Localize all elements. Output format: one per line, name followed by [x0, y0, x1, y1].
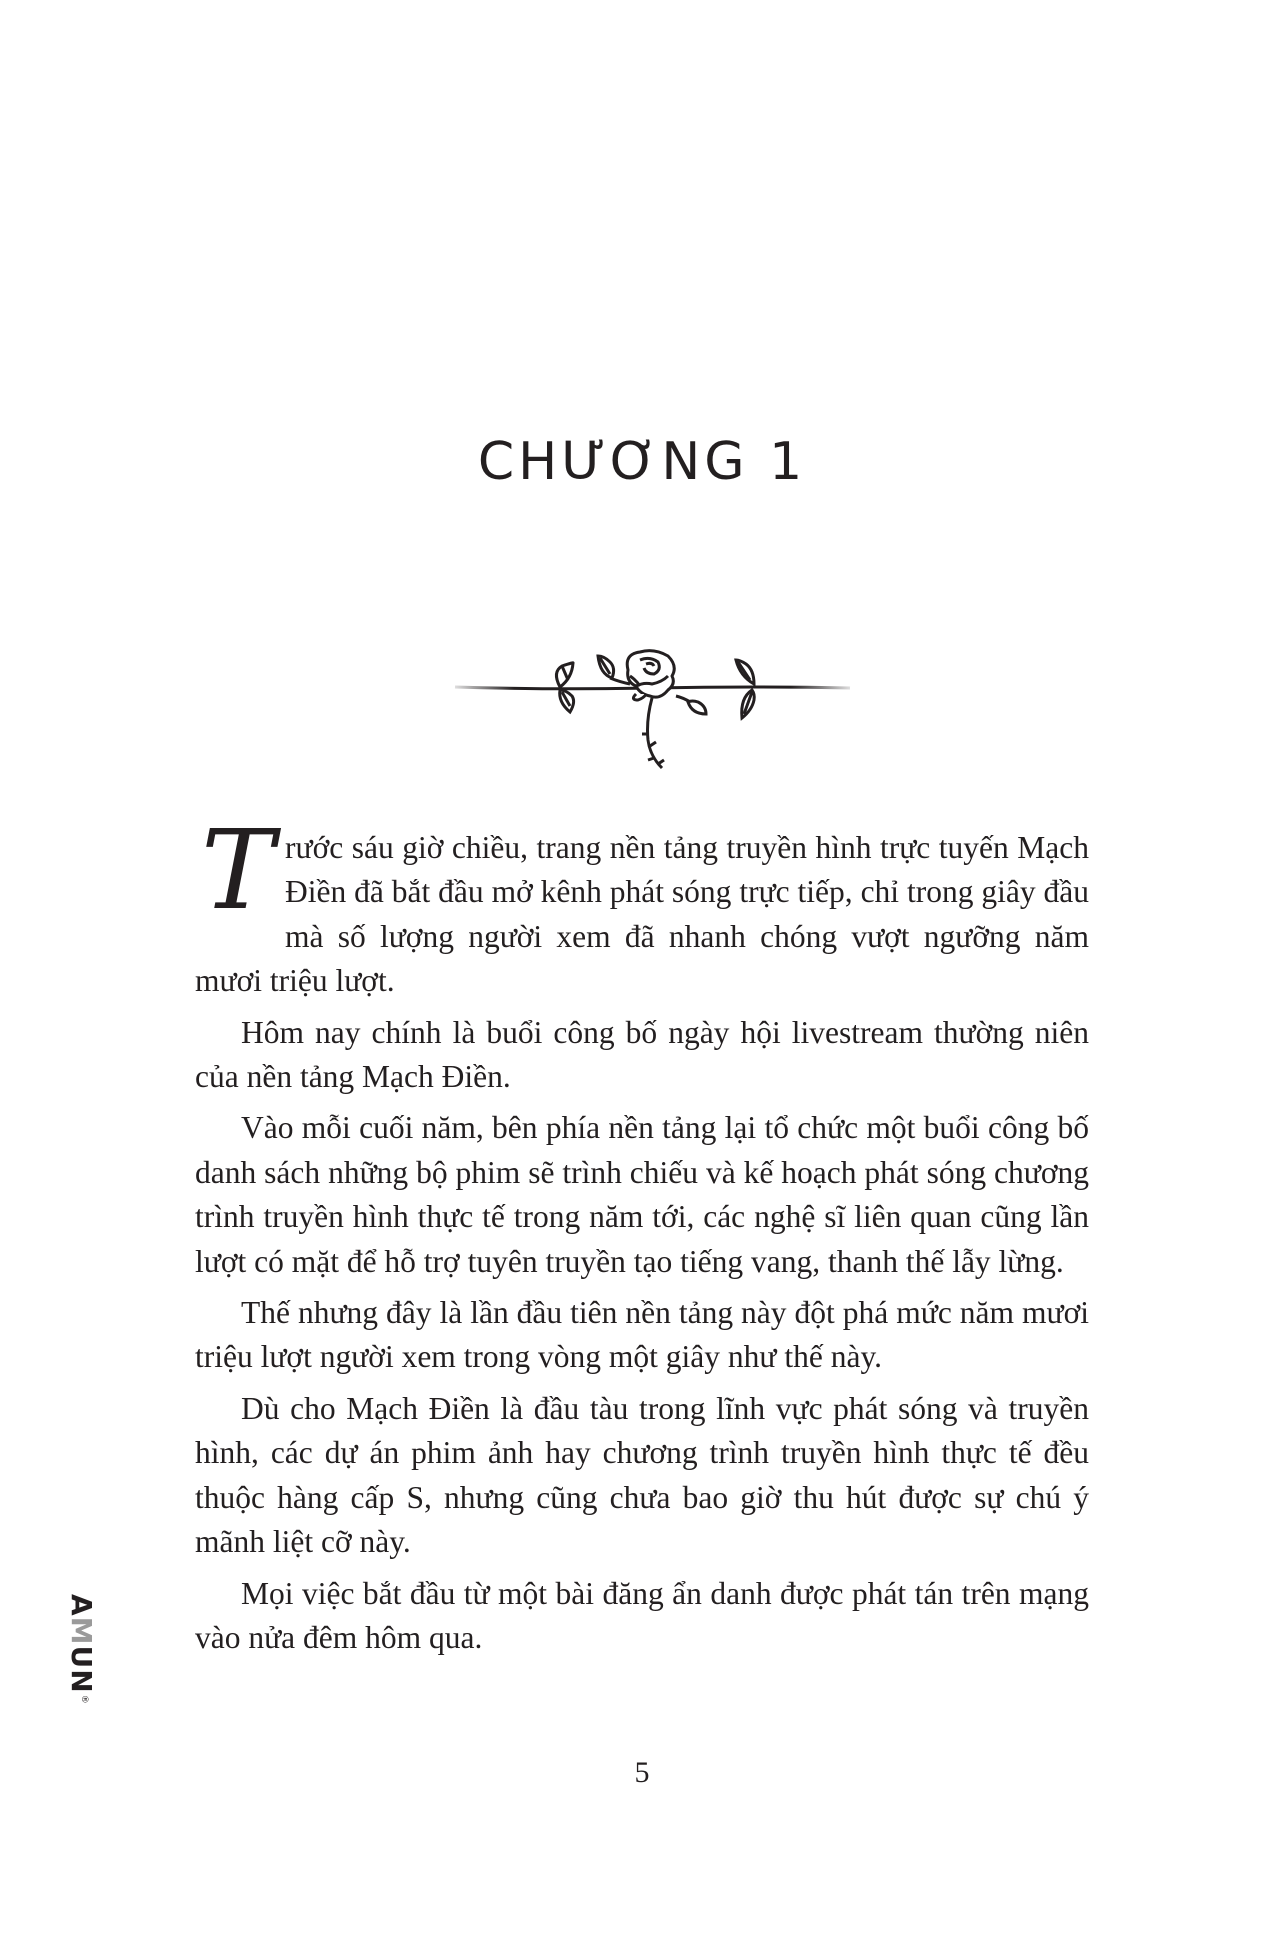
chapter-title: CHƯƠNG 1	[477, 432, 807, 492]
paragraph: Thế nhưng đây là lần đầu tiên nền tảng này đột phá mức năm mươi triệu lượt người xem trong vòng một giây như thế này.	[195, 1295, 1089, 1375]
page-number: 5	[634, 1756, 650, 1789]
registered-mark-icon: ®	[79, 1694, 90, 1705]
paragraph: Dù cho Mạch Điền là đầu tàu trong lĩnh vực phát sóng và truyền hình, các dự án phim ảnh hay chương trình truyền hình thực tế đều thuộc hàng cấp S, nhưng cũng chưa bao giờ thu hút được sự chú ý mãnh liệt cỡ này.	[195, 1390, 1089, 1560]
publisher-logo	[64, 1594, 98, 1704]
paragraph: Hôm nay chính là buổi công bố ngày hội livestream thường niên của nền tảng Mạch Điền.	[195, 1014, 1089, 1095]
rose-vine-divider-icon	[440, 630, 860, 780]
logo-letter-a: A	[65, 1594, 98, 1617]
logo-letter-m: M	[65, 1616, 98, 1646]
drop-cap: T	[201, 806, 275, 934]
chapter-body	[195, 806, 1089, 1660]
logo-letters-un: UN	[65, 1645, 98, 1694]
paragraph: Vào mỗi cuối năm, bên phía nền tảng lại tổ chức một buổi công bố danh sách những bộ phim sẽ trình chiếu và kế hoạch phát sóng chương trình truyền hình thực tế trong năm tới, các nghệ sĩ liên quan cũng lần lượt có mặt để hỗ trợ tuyên truyền tạo tiếng vang, thanh thế lẫy lừng.	[195, 1110, 1089, 1279]
paragraph: Mọi việc bắt đầu từ một bài đăng ẩn danh được phát tán trên mạng vào nửa đêm hôm qua.	[195, 1575, 1089, 1655]
paragraph: Trước sáu giờ chiều, trang nền tảng truyền hình trực tuyến Mạch Điền đã bắt đầu mở kênh phát sóng trực tiếp, chỉ trong giây đầu mà số lượng người xem đã nhanh chóng vượt ngưỡng năm mươi triệu lượt.	[195, 806, 1089, 999]
